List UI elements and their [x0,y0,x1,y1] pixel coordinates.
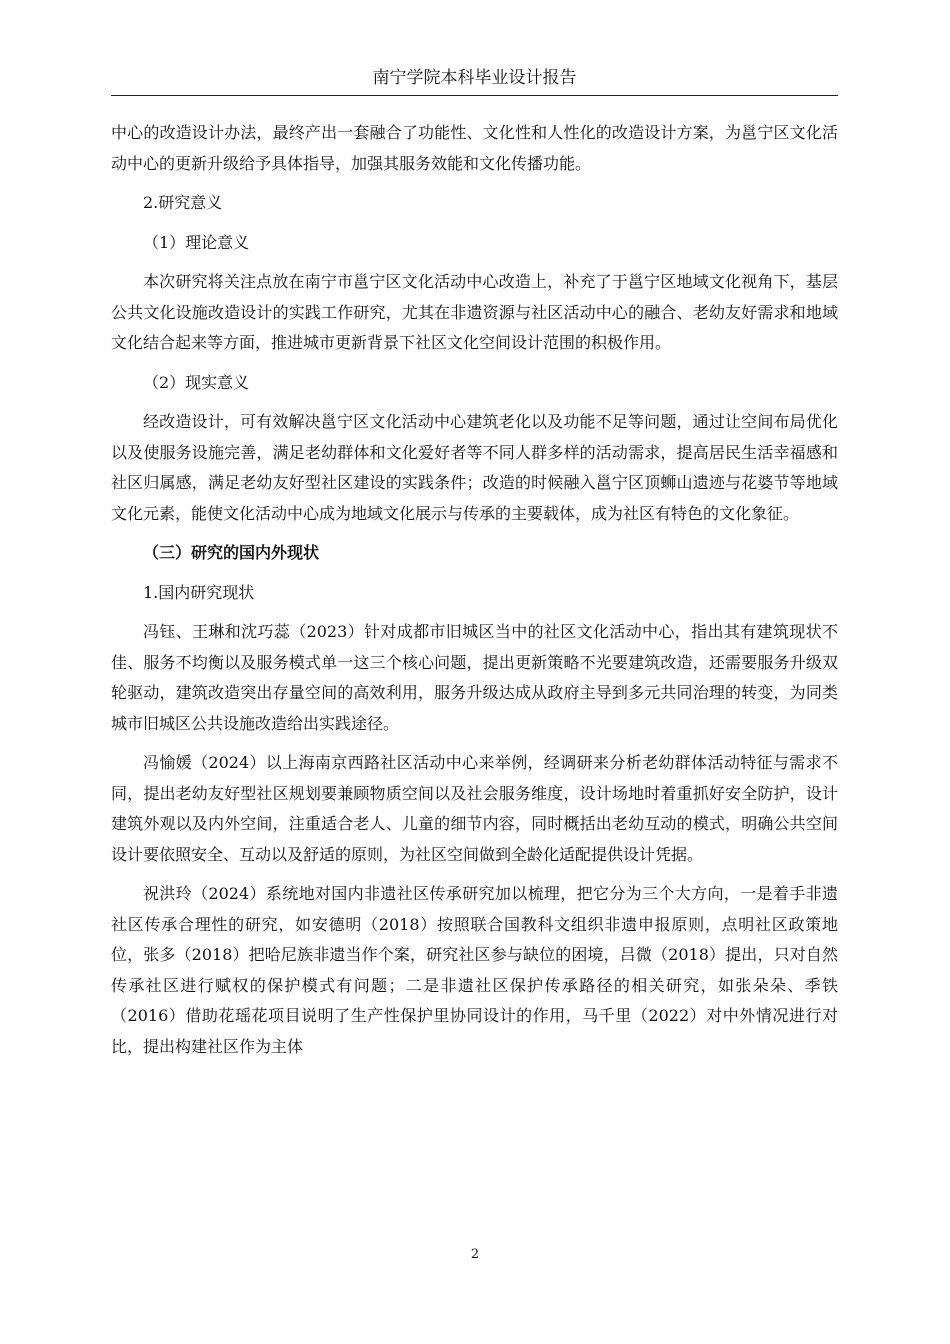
heading-domestic-status: 1.国内研究现状 [143,582,255,602]
heading-research-significance: 2.研究意义 [143,193,223,212]
page-number: 2 [470,1247,480,1262]
document-body [111,118,838,1062]
header-divider [111,95,838,96]
paragraph-domestic-study-1: 冯钰、王琳和沈巧蕊（2023）针对成都市旧城区当中的社区文化活动中心，指出其有建筑现状不佳、服务不均衡以及服务模式单一这三个核心问题，提出更新策略不光要建筑改造，还需要服务升级双轮驱动，建筑改造突出存量空间的高效利用，服务升级达成从政府主导到多元共同治理的转变，为同类城市旧城区公共设施改造给出实践途径。 [111,622,838,733]
paragraph-theoretical-significance: 本次研究将关注点放在南宁市邕宁区文化活动中心改造上，补充了于邕宁区地域文化视角下，基层公共文化设施改造设计的实践工作研究，尤其在非遗资源与社区活动中心的融合、老幼友好需求和地域文化结合起来等方面，推进城市更新背景下社区文化空间设计范围的积极作用。 [111,272,838,352]
paragraph-continuation: 中心的改造设计办法，最终产出一套融合了功能性、文化性和人性化的改造设计方案，为邕宁区文化活动中心的更新升级给予具体指导，加强其服务效能和文化传播功能。 [111,123,838,173]
heading-theoretical-significance: （1）理论意义 [143,232,250,252]
paragraph-domestic-study-3: 祝洪玲（2024）系统地对国内非遗社区传承研究加以梳理，把它分为三个大方向，一是着手非遗社区传承合理性的研究，如安德明（2018）按照联合国教科文组织非遗申报原则，点明社区政策地位，张多（2018）把哈尼族非遗当作个案，研究社区参与缺位的困境，吕微（2018）提出，只对自然传承社区进行赋权的保护模式有问题；二是非遗社区保护传承路径的相关研究，如张朵朵、季铁（2016）借助花瑶花项目说明了生产性保护里协同设计的作用，马千里（2022）对中外情况进行对比，提出构建社区作为主体 [111,884,838,1056]
heading-practical-significance: （2）现实意义 [143,372,250,392]
paragraph-practical-significance: 经改造设计，可有效解决邕宁区文化活动中心建筑老化以及功能不足等问题，通过让空间布局优化以及使服务设施完善，满足老幼群体和文化爱好者等不同人群多样的活动需求，提高居民生活幸福感和社区归属感，满足老幼友好型社区建设的实践条件；改造的时候融入邕宁区顶蛳山遗迹与花婆节等地域文化元素，能使文化活动中心成为地域文化展示与传承的主要载体，成为社区有特色的文化象征。 [111,412,838,523]
page-header-title: 南宁学院本科毕业设计报告 [372,68,577,88]
paragraph-domestic-study-2: 冯愉媛（2024）以上海南京西路社区活动中心来举例，经调研来分析老幼群体活动特征与需求不同，提出老幼友好型社区规划要兼顾物质空间以及社会服务维度，设计场地时着重抓好安全防护，设计建筑外观以及内外空间，注重适合老人、儿童的细节内容，同时概括出老幼互动的模式，明确公共空间设计要依照安全、互动以及舒适的原则，为社区空间做到全龄化适配提供设计凭据。 [111,753,838,864]
heading-research-status: （三）研究的国内外现状 [143,543,320,562]
